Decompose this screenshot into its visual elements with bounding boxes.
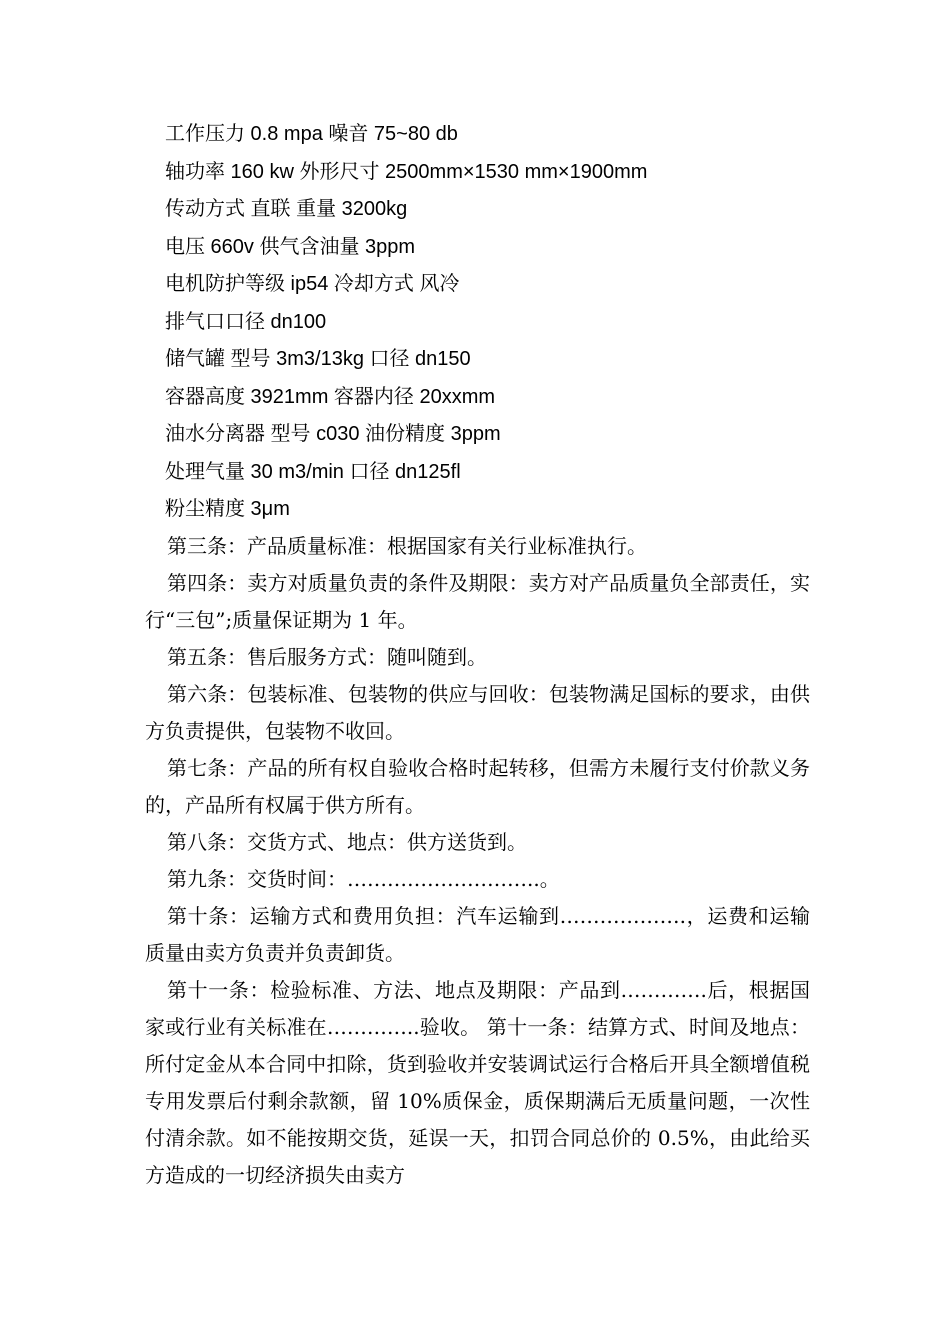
article-8-delivery-place: 第八条：交货方式、地点：供方送货到。 bbox=[167, 830, 527, 854]
article-3-quality-standard: 第三条：产品质量标准：根据国家有关行业标准执行。 bbox=[167, 534, 647, 558]
spec-line-air-capacity: 处理气量 30 m3/min 口径 dn125fl bbox=[165, 460, 461, 483]
spec-line-shaft-power: 轴功率 160 kw 外形尺寸 2500mm×1530 mm×1900mm bbox=[165, 160, 648, 183]
equipment-spec-list bbox=[165, 116, 865, 529]
spec-line-dust-precision: 粉尘精度 3μm bbox=[165, 498, 290, 520]
spec-line-air-tank: 储气罐 型号 3m3/13kg 口径 dn150 bbox=[165, 348, 471, 370]
spec-line-drive-mode: 传动方式 直联 重量 3200kg bbox=[165, 198, 408, 220]
spec-line-working-pressure: 工作压力 0.8 mpa 噪音 75~80 db bbox=[165, 123, 458, 145]
spec-line-exhaust-diameter: 排气口口径 dn100 bbox=[165, 310, 327, 333]
contract-articles bbox=[145, 528, 810, 1194]
article-5-after-sales: 第五条：售后服务方式：随叫随到。 bbox=[167, 645, 487, 669]
article-10-transport: 第十条：运输方式和费用负担：汽车运输到……………….，运费和运输质量由卖方负责并负责卸货。 bbox=[145, 904, 810, 965]
article-11-inspection-settlement: 第十一条：检验标准、方法、地点及期限：产品到………….后，根据国家或行业有关标准在…………..验收。 第十一条：结算方式、时间及地点：所付定金从本合同中扣除，货到验收并安装调试运行合格后开具全额增值税专用发票后付剩余款额，留 10%质保金，质保期满后无质量问题，一次性付清余款。如不能按期交货，延误一天，扣罚合同总价的 0.5%，由此给买方造成的一切经济损失由卖方 bbox=[145, 978, 810, 1187]
spec-line-vessel-size: 容器高度 3921mm 容器内径 20xxmm bbox=[165, 385, 496, 408]
spec-line-oil-water-separator: 油水分离器 型号 c030 油份精度 3ppm bbox=[165, 423, 501, 445]
spec-line-motor-protection: 电机防护等级 ip54 冷却方式 风冷 bbox=[165, 273, 460, 295]
article-4-quality-responsibility: 第四条：卖方对质量负责的条件及期限：卖方对产品质量负全部责任，实行“三包”;质量保证期为 1 年。 bbox=[145, 571, 810, 632]
spec-line-voltage: 电压 660v 供气含油量 3ppm bbox=[165, 235, 416, 258]
article-6-packaging: 第六条：包装标准、包装物的供应与回收：包装物满足国标的要求，由供方负责提供，包装物不收回。 bbox=[145, 682, 810, 743]
article-7-ownership: 第七条：产品的所有权自验收合格时起转移，但需方未履行支付价款义务的，产品所有权属于供方所有。 bbox=[145, 756, 810, 817]
article-9-delivery-time: 第九条：交货时间：………………………..。 bbox=[167, 867, 560, 891]
